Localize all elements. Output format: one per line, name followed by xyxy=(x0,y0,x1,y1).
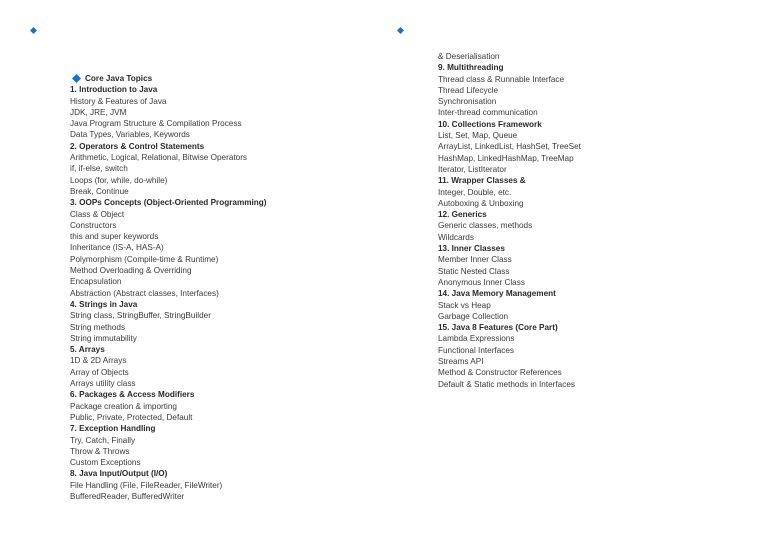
topic-item: HashMap, LinkedHashMap, TreeMap xyxy=(438,153,574,163)
topic-item: ArrayList, LinkedList, HashSet, TreeSet xyxy=(438,142,581,152)
topic-item: Streams API xyxy=(438,357,484,367)
topic-item: Polymorphism (Compile-time & Runtime) xyxy=(70,254,219,264)
topic-item: Inheritance (IS-A, HAS-A) xyxy=(70,243,164,253)
topic-item: Default & Static methods in Interfaces xyxy=(438,379,575,389)
topic-item: Thread Lifecycle xyxy=(438,85,499,95)
topic-item: Class & Object xyxy=(70,209,125,219)
blue-diamond-icon xyxy=(397,27,404,34)
section-heading: 2. Operators & Control Statements xyxy=(70,141,205,151)
topic-item: this and super keywords xyxy=(70,232,159,242)
topic-item: BufferedReader, BufferedWriter xyxy=(70,491,185,501)
document-title-row xyxy=(70,73,267,84)
left-topic-list xyxy=(70,84,267,502)
topic-item: Arithmetic, Logical, Relational, Bitwise Operators xyxy=(70,153,248,163)
section-heading: 9. Multithreading xyxy=(438,63,504,73)
topic-item: Generic classes, methods xyxy=(438,221,533,231)
topic-item: Synchronisation xyxy=(438,97,497,107)
section-heading: 13. Inner Classes xyxy=(438,244,505,254)
document-title: Core Java Topics xyxy=(85,74,153,83)
topic-item: 1D & 2D Arrays xyxy=(70,356,127,366)
topic-item: Abstraction (Abstract classes, Interfaces) xyxy=(70,288,219,298)
section-heading: 12. Generics xyxy=(438,210,487,220)
topic-item: Iterator, ListIterator xyxy=(438,164,507,174)
topic-item: JDK, JRE, JVM xyxy=(70,107,127,117)
topic-item: Functional Interfaces xyxy=(438,345,515,355)
right-topic-list xyxy=(438,51,581,390)
section-heading: 10. Collections Framework xyxy=(438,119,542,129)
topic-item: Wildcards xyxy=(438,232,474,242)
section-heading: 8. Java Input/Output (I/O) xyxy=(70,469,168,479)
section-heading: 6. Packages & Access Modifiers xyxy=(70,390,195,400)
topic-item: Method Overloading & Overriding xyxy=(70,266,192,276)
section-heading: 11. Wrapper Classes & xyxy=(438,176,526,186)
topic-item: Package creation & importing xyxy=(70,401,177,411)
topic-item: Static Nested Class xyxy=(438,266,510,276)
section-heading: 5. Arrays xyxy=(70,345,105,355)
section-heading: 14. Java Memory Management xyxy=(438,289,556,299)
topic-item: Array of Objects xyxy=(70,367,129,377)
topic-item: Try, Catch, Finally xyxy=(70,435,136,445)
blue-diamond-icon xyxy=(72,74,81,83)
section-heading: 1. Introduction to Java xyxy=(70,85,158,95)
topic-item: Constructors xyxy=(70,220,117,230)
topic-item: Java Program Structure & Compilation Process xyxy=(70,119,242,129)
topic-item: Method & Constructor References xyxy=(438,368,562,378)
right-column xyxy=(438,51,581,390)
topic-item: Loops (for, while, do-while) xyxy=(70,175,168,185)
section-heading: 15. Java 8 Features (Core Part) xyxy=(438,323,558,333)
left-column xyxy=(70,73,267,502)
topic-item: String immutability xyxy=(70,333,137,343)
topic-item: Autoboxing & Unboxing xyxy=(438,198,524,208)
topic-item: String methods xyxy=(70,322,126,332)
topic-item: Lambda Expressions xyxy=(438,334,515,344)
topic-item: String class, StringBuffer, StringBuilder xyxy=(70,311,211,321)
topic-item: List, Set, Map, Queue xyxy=(438,131,518,141)
topic-item: Member Inner Class xyxy=(438,255,512,265)
section-heading: 4. Strings in Java xyxy=(70,299,138,309)
blue-diamond-icon xyxy=(30,27,37,34)
topic-item: Garbage Collection xyxy=(438,311,509,321)
topic-item: Thread class & Runnable Interface xyxy=(438,74,565,84)
topic-item: History & Features of Java xyxy=(70,96,167,106)
topic-item: Public, Private, Protected, Default xyxy=(70,412,193,422)
topic-item: Break, Continue xyxy=(70,186,129,196)
topic-item: Inter-thread communication xyxy=(438,108,538,118)
topic-item: File Handling (File, FileReader, FileWriter) xyxy=(70,480,223,490)
topic-item: Anonymous Inner Class xyxy=(438,277,525,287)
topic-item: Encapsulation xyxy=(70,277,122,287)
topic-item: & Deserialisation xyxy=(438,52,500,61)
section-heading: 3. OOPs Concepts (Object-Oriented Programming) xyxy=(70,198,267,208)
topic-item: Throw & Throws xyxy=(70,446,130,456)
topic-item: Custom Exceptions xyxy=(70,458,141,468)
topic-item: Integer, Double, etc. xyxy=(438,187,512,197)
topic-item: Arrays utility class xyxy=(70,379,136,389)
topic-item: Stack vs Heap xyxy=(438,300,491,310)
topic-item: if, if-else, switch xyxy=(70,164,128,174)
section-heading: 7. Exception Handling xyxy=(70,424,156,434)
topic-item: Data Types, Variables, Keywords xyxy=(70,130,190,140)
